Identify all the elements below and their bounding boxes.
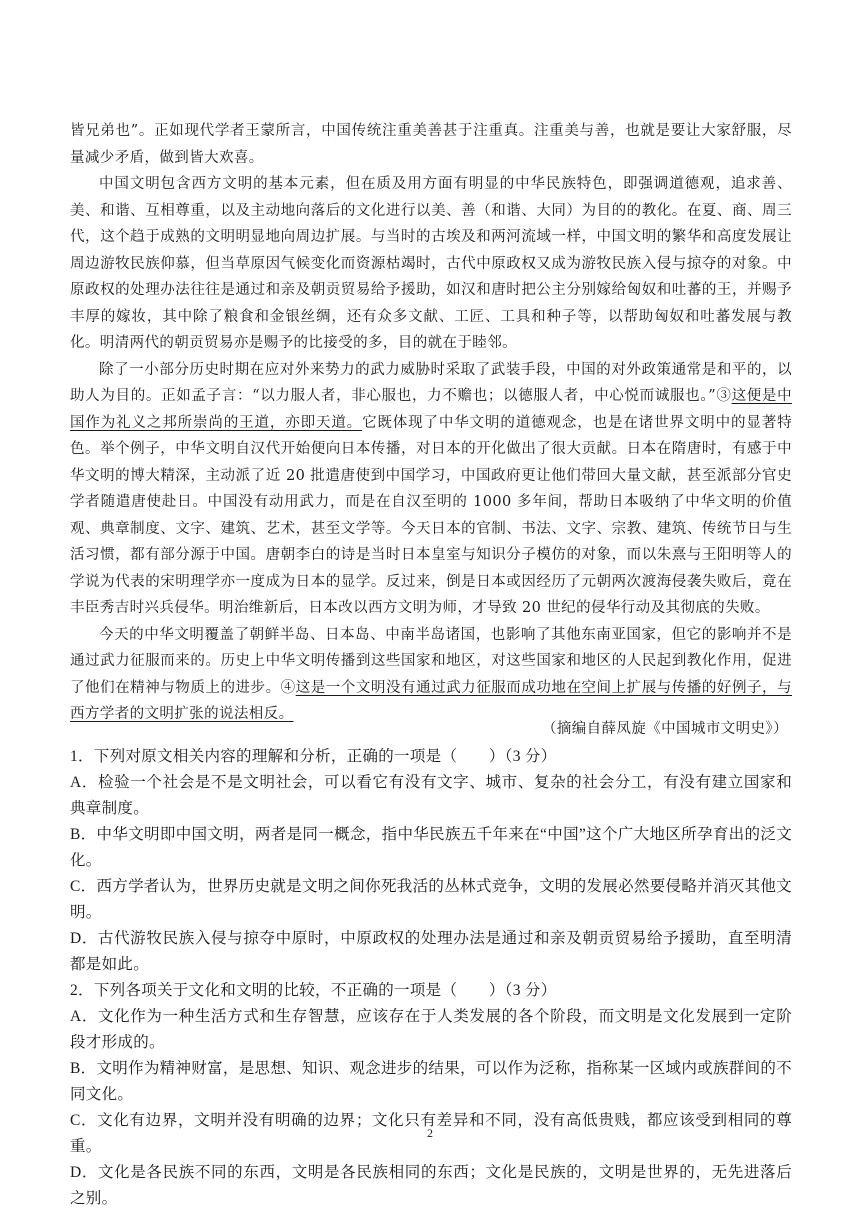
passage-paragraph-4 [70, 622, 792, 728]
passage-source: （摘编自薛凤旋《中国城市文明史》） [541, 721, 788, 737]
question-1-option-d: D．古代游牧民族入侵与掠夺中原时，中原政权的处理办法是通过和亲及朝贡贸易给予援助，直至明清都是如此。 [70, 930, 792, 973]
question-2-option-b: B．文明作为精神财富，是思想、知识、观念进步的结果，可以作为泛称，指称某一区域内或族群间的不同文化。 [70, 1060, 792, 1103]
question-1-option-c: C．西方学者认为，世界历史就是文明之间你死我活的丛林式竞争，文明的发展必然要侵略并消灭其他文明。 [70, 878, 792, 921]
question-2-option-d: D．文化是各民族不同的东西，文明是各民族相同的东西；文化是民族的，文明是世界的，无先进落后之别。 [70, 1164, 792, 1207]
question-2-stem: 2．下列各项关于文化和文明的比较，不正确的一项是（ ）（3 分） [70, 982, 557, 999]
underlined-sentence-3: 这便是中国作为礼义之邦所崇尚的王道，亦即天道。 [70, 388, 792, 431]
question-2-option-a: A．文化作为一种生活方式和生存智慧，应该存在于人类发展的各个阶段，而文明是文化发展到一定阶段才形成的。 [70, 1008, 792, 1051]
passage-paragraph-3 [70, 357, 792, 622]
passage-paragraph-2: 中国文明包含西方文明的基本元素，但在质及用方面有明显的中华民族特色，即强调道德观，追求善、美、和谐、互相尊重，以及主动地向落后的文化进行以美、善（和谐、大同）为目的的教化。在夏、商、周三代，这个趋于成熟的文明明显地向周边扩展。与当时的古埃及和两河流域一样，中国文明的繁华和高度发展让周边游牧民族仰慕，但当草原因气候变化而资源枯竭时，古代中原政权又成为游牧民族入侵与掠夺的对象。中原政权的处理办法往往是通过和亲及朝贡贸易给予援助，如汉和唐时把公主分别嫁给匈奴和吐蕃的王，并赐予丰厚的嫁妆，其中除了粮食和金银丝绸，还有众多文献、工匠、工具和种子等，以帮助匈奴和吐蕃发展与教化。明清两代的朝贡贸易亦是赐予的比接受的多，目的就在于睦邻。 [70, 176, 792, 351]
question-1 [70, 744, 792, 978]
question-1-stem: 1．下列对原文相关内容的理解和分析，正确的一项是（ ）（3 分） [70, 748, 557, 765]
passage-paragraph-1: 皆兄弟也”。正如现代学者王蒙所言，中国传统注重美善甚于注重真。注重美与善，也就是要让大家舒服，尽量减少矛盾，做到皆大欢喜。 [70, 123, 792, 166]
question-1-option-b: B．中华文明即中国文明，两者是同一概念，指中华民族五千年来在“中国”这个广大地区所孕育出的泛文化。 [70, 826, 792, 869]
paragraph-3-text-after: 它既体现了中华文明的道德观念，也是在诸世界文明中的显著特色。举个例子，中华文明自汉代开始便向日本传播，对日本的开化做出了很大贡献。日本在隋唐时，有感于中华文明的博大精深，主动派了近 20 批遣唐使到中国学习，中国政府更让他们带回大量文献，甚至派部分官史学者随遣唐使赴日。中国没有动用武力，而是在自汉至明的 1000 多年间，帮助日本吸纳了中华文明的价值观、典章制度、文字、建筑、艺术，甚至文学等。今天日本的官制、书法、文字、宗教、建筑、传统节日与生活习惯，都有部分源于中国。唐朝李白的诗是当时日本皇室与知识分子模仿的对象，而以朱熹与王阳明等人的学说为代表的宋明理学亦一度成为日本的显学。反过来，倒是日本或因经历了元朝两次渡海侵袭失败后，竟在丰臣秀吉时兴兵侵华。明治维新后，日本改以西方文明为师，才导致 20 世纪的侵华行动及其彻底的失败。 [70, 414, 792, 616]
question-2 [70, 978, 792, 1212]
question-2-option-c: C．文化有边界，文明并没有明确的边界；文化只有差异和不同，没有高低贵贱，都应该受到相同的尊重。 [70, 1112, 792, 1155]
question-list [70, 744, 792, 1212]
reading-passage [70, 118, 792, 728]
underlined-sentence-4: 这是一个文明没有通过武力征服而成功地在空间上扩展与传播的好例子，与西方学者的文明扩张的说法相反。 [70, 679, 792, 722]
paragraph-3-text-before: 除了一小部分历史时期在应对外来势力的武力威胁时采取了武装手段，中国的对外政策通常是和平的，以助人为目的。正如孟子言：“以力服人者，非心服也，力不赡也；以德服人者，中心悦而诚服也。”③ [70, 361, 792, 404]
page-number: 2 [427, 1126, 433, 1140]
question-1-option-a: A．检验一个社会是不是文明社会，可以看它有没有文字、城市、复杂的社会分工，有没有建立国家和典章制度。 [70, 774, 792, 817]
paragraph-4-text-before: 今天的中华文明覆盖了朝鲜半岛、日本岛、中南半岛诸国，也影响了其他东南亚国家，但它的影响并不是通过武力征服而来的。历史上中华文明传播到这些国家和地区，对这些国家和地区的人民起到教化作用，促进了他们在精神与物质上的进步。④ [70, 626, 792, 696]
